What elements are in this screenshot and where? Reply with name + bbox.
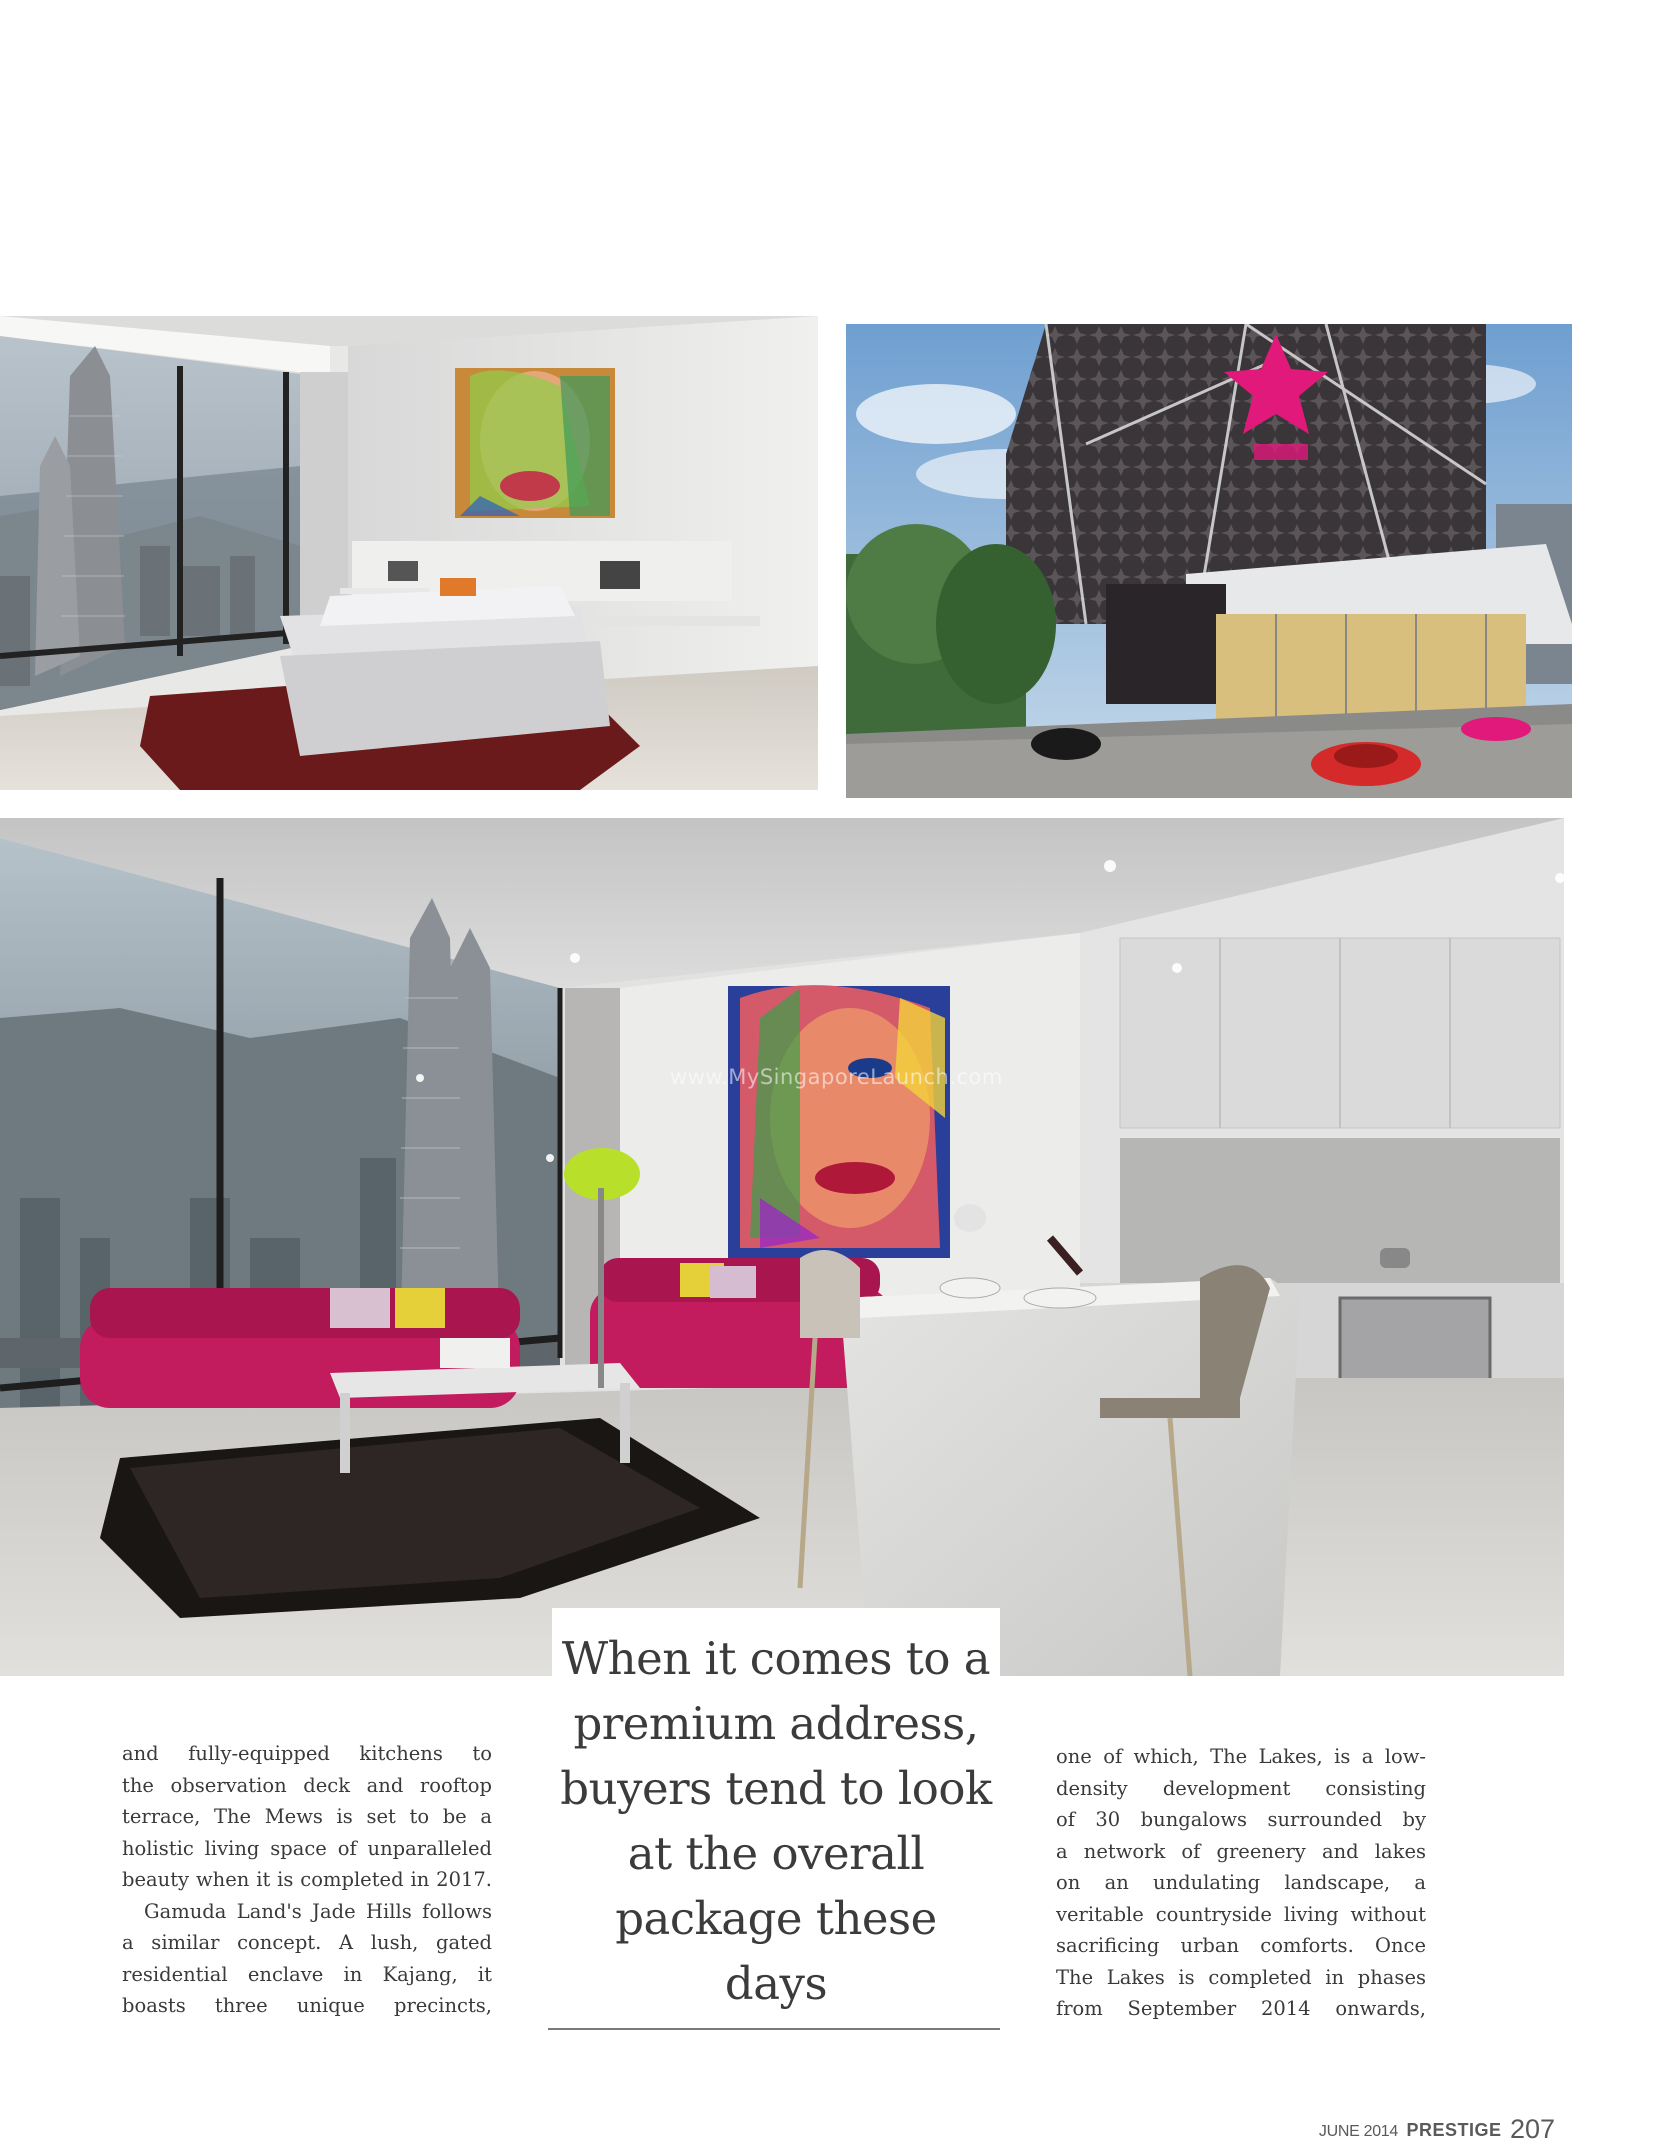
issue-date: JUNE 2014 (1318, 2123, 1398, 2140)
pull-quote-rule (548, 2028, 1000, 2030)
body-line: from September 2014 onwards, (1056, 1997, 1426, 2020)
body-line: boasts three unique precincts, (122, 1994, 492, 2017)
page-footer (1319, 2114, 1555, 2145)
body-line: a similar concept. A lush, gated (122, 1931, 492, 1954)
pull-quote-line: premium address, (573, 1697, 979, 1750)
bedroom-photo (0, 316, 818, 790)
body-line: of 30 bungalows surrounded by (1056, 1808, 1426, 1831)
pull-quote (552, 1626, 1000, 2016)
body-line: terrace, The Mews is set to be a (122, 1805, 492, 1828)
left-column-text (122, 1738, 492, 2022)
body-line: The Lakes is completed in phases (1056, 1965, 1426, 1989)
body-line: residential enclave in Kajang, it (122, 1962, 492, 1986)
page-number: 207 (1509, 2114, 1555, 2144)
pull-quote-line: days (724, 1957, 828, 2010)
pull-quote-box (552, 1608, 1000, 2038)
body-line: one of which, The Lakes, is a low- (1056, 1745, 1426, 1768)
body-line: on an undulating landscape, a (1056, 1871, 1426, 1894)
body-line: Gamuda Land's Jade Hills follows (144, 1899, 492, 1923)
pull-quote-line: package these (615, 1892, 937, 1945)
magazine-name: PRESTIGE (1406, 2120, 1502, 2140)
body-line: veritable countryside living without (1056, 1902, 1426, 1926)
body-line: density development consisting (1056, 1776, 1426, 1800)
pull-quote-line: at the overall (627, 1827, 925, 1880)
building-photo (846, 324, 1572, 798)
body-line: sacrificing urban comforts. Once (1056, 1934, 1426, 1957)
living-room-photo (0, 818, 1564, 1676)
right-column-text (1056, 1741, 1426, 2025)
body-line: the observation deck and rooftop (122, 1773, 492, 1797)
body-line: beauty when it is completed in 2017. (122, 1868, 492, 1891)
body-line: a network of greenery and lakes (1056, 1839, 1426, 1863)
body-line: holistic living space of unparalleled (122, 1836, 492, 1860)
watermark: www.MySingaporeLaunch.com (670, 1065, 1003, 1089)
body-line: and fully-equipped kitchens to (122, 1742, 492, 1765)
pull-quote-line: When it comes to a (561, 1632, 991, 1685)
pull-quote-line: buyers tend to look (560, 1762, 992, 1815)
